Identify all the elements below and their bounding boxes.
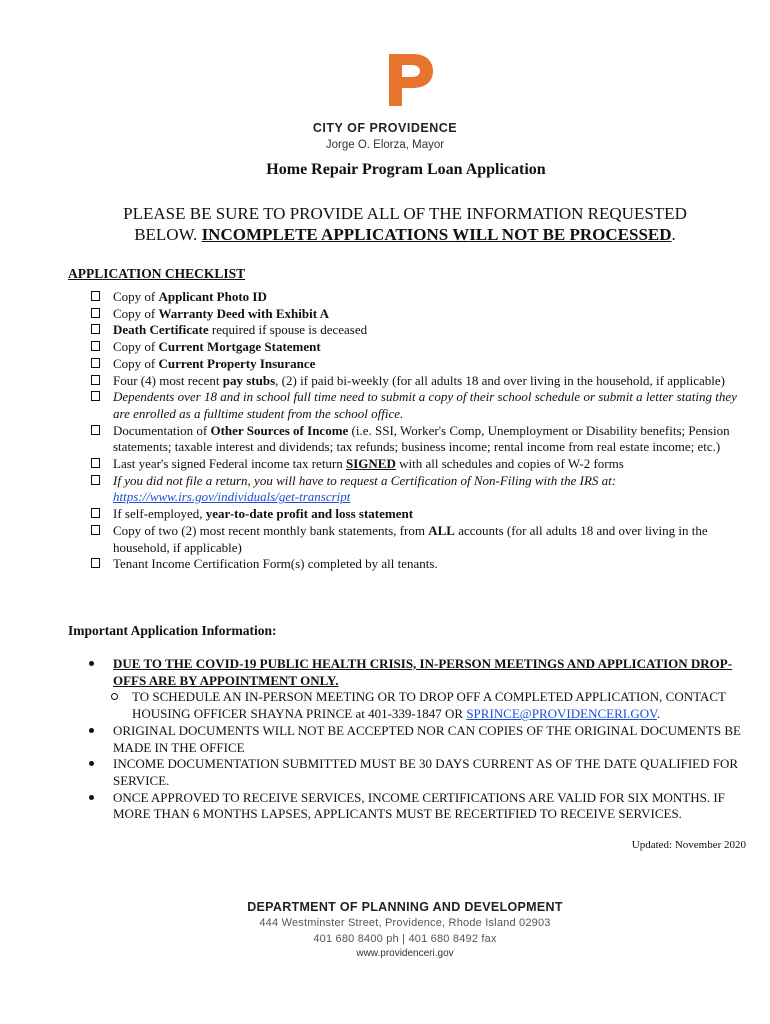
checklist-heading: APPLICATION CHECKLIST [68, 266, 246, 281]
checklist-item [91, 556, 751, 573]
checkbox-icon[interactable] [91, 308, 100, 318]
item-signed: SIGNED [346, 456, 396, 472]
checkbox-icon[interactable] [91, 291, 100, 301]
checklist-item [91, 506, 751, 523]
item-emphasis: year-to-date profit and loss statement [205, 506, 414, 522]
checkbox-icon[interactable] [91, 391, 100, 401]
item-emphasis: ALL [428, 522, 455, 538]
incomplete-warning: INCOMPLETE APPLICATIONS WILL NOT BE PROCESSED [201, 225, 672, 244]
checklist-item [91, 473, 751, 506]
checklist-item [91, 306, 751, 323]
important-info-heading: Important Application Information: [68, 623, 277, 638]
city-logo-p [385, 54, 433, 106]
item-text: Copy of [113, 305, 159, 321]
footer-address: 444 Westminster Street, Providence, Rhode Island 02903 [259, 917, 551, 929]
item-text: Tenant Income Certification Form(s) completed by all tenants. [113, 556, 438, 572]
checklist-item [91, 356, 751, 373]
checklist-item [91, 373, 751, 390]
item-text: required if spouse is deceased [208, 322, 368, 338]
checkbox-icon[interactable] [91, 324, 100, 334]
item-emphasis: Applicant Photo ID [158, 289, 267, 304]
item-italic-text: Dependents over 18 and in school full time need to submit a copy of their school schedule or submit a letter stating they are enrolled as a fulltime student from the school office. [113, 389, 737, 421]
notice-line-1: PLEASE BE SURE TO PROVIDE ALL OF THE INFORMATION REQUESTED [123, 204, 687, 223]
bullet-icon [89, 728, 94, 733]
covid-notice: DUE TO THE COVID-19 PUBLIC HEALTH CRISIS, IN-PERSON MEETINGS AND APPLICATION DROP-OFFS ARE BY APPOINTMENT ONLY. [113, 656, 733, 688]
item-emphasis: Current Property Insurance [158, 355, 316, 371]
item-text: Copy of [113, 355, 159, 371]
checklist-item [91, 523, 751, 556]
item-text: If self-employed, [113, 506, 206, 522]
info-sub-bullet: TO SCHEDULE AN IN-PERSON MEETING OR TO DROP OFF A COMPLETED APPLICATION, CONTACT HOUSING OFFICER SHAYNA PRINCE at 401-339-1847 OR SPRINCE@PROVIDENCERI.GOV. [86, 689, 746, 722]
item-emphasis: Other Sources of Income [210, 422, 349, 438]
footer-website[interactable]: www.providenceri.gov [356, 948, 454, 959]
item-text: Four (4) most recent [113, 372, 223, 388]
email-link[interactable]: SPRINCE@PROVIDENCERI.GOV [466, 706, 657, 722]
checkbox-icon[interactable] [91, 341, 100, 351]
item-text: (i.e. SSI, Worker's Comp, Unemployment or Disability benefits; Pension statements; taxable interest and dividends; tax refunds; business income; rental income from real estate income; etc.) [113, 422, 730, 455]
item-text: Copy of [113, 339, 159, 355]
org-name: CITY OF PROVIDENCE [312, 121, 458, 135]
irs-transcript-link[interactable]: https://www.irs.gov/individuals/get-transcript [113, 489, 351, 505]
item-text: Copy of two (2) most recent monthly bank statements, from [113, 522, 429, 538]
checklist-item [91, 289, 751, 306]
bullet-icon [89, 795, 94, 800]
checkbox-icon[interactable] [91, 358, 100, 368]
checklist-item [91, 456, 751, 473]
item-emphasis: Current Mortgage Statement [158, 339, 321, 355]
item-emphasis: Death Certificate [113, 322, 209, 338]
updated-date: Updated: November 2020 [631, 839, 746, 851]
item-text: accounts (for all adults 18 and over living in the household, if applicable) [113, 522, 708, 555]
checkbox-icon[interactable] [91, 375, 100, 385]
checklist-item [91, 389, 751, 422]
checkbox-icon[interactable] [91, 558, 100, 568]
footer-phones: 401 680 8400 ph | 401 680 8492 fax [313, 933, 497, 945]
application-checklist [91, 289, 751, 573]
document-title: Home Repair Program Loan Application [266, 161, 546, 178]
item-text: Last year's signed Federal income tax return [113, 456, 347, 472]
checkbox-icon[interactable] [91, 425, 100, 435]
footer-department: DEPARTMENT OF PLANNING AND DEVELOPMENT [247, 900, 563, 914]
notice-line-2: BELOW. INCOMPLETE APPLICATIONS WILL NOT BE PROCESSED. [134, 225, 676, 244]
info-bullet: INCOME DOCUMENTATION SUBMITTED MUST BE 30 DAYS CURRENT AS OF THE DATE QUALIFIED FOR SERVICE. [86, 756, 746, 789]
bullet-icon [89, 661, 94, 666]
item-text: Documentation of [113, 422, 211, 438]
checkbox-icon[interactable] [91, 508, 100, 518]
item-text: Copy of [113, 289, 159, 304]
info-bullet [86, 656, 746, 689]
checklist-item [91, 423, 751, 456]
checkbox-icon[interactable] [91, 475, 100, 485]
checkbox-icon[interactable] [91, 525, 100, 535]
info-bullet: ORIGINAL DOCUMENTS WILL NOT BE ACCEPTED NOR CAN COPIES OF THE ORIGINAL DOCUMENTS BE MADE IN THE OFFICE [86, 723, 746, 756]
notice [115, 203, 695, 245]
bullet-icon [89, 761, 94, 766]
important-info-list [86, 656, 746, 823]
checklist-item [91, 322, 751, 339]
item-emphasis: Warranty Deed with Exhibit A [158, 305, 329, 321]
hollow-bullet-icon [111, 693, 118, 700]
info-bullet: ONCE APPROVED TO RECEIVE SERVICES, INCOME CERTIFICATIONS ARE VALID FOR SIX MONTHS. IF MORE THAN 6 MONTHS LAPSES, APPLICANTS MUST BE RECERTIFIED TO RECEIVE SERVICES. [86, 790, 746, 823]
item-text: with all schedules and copies of W-2 forms [395, 456, 624, 472]
checklist-item [91, 339, 751, 356]
mayor-name: Jorge O. Elorza, Mayor [325, 139, 445, 151]
checkbox-icon[interactable] [91, 458, 100, 468]
item-text: , (2) if paid bi-weekly (for all adults 18 and over living in the household, if applicable) [275, 372, 725, 388]
item-emphasis: pay stubs [222, 372, 276, 388]
item-italic-text: If you did not file a return, you will have to request a Certification of Non-Filing with the IRS at: [113, 472, 617, 488]
